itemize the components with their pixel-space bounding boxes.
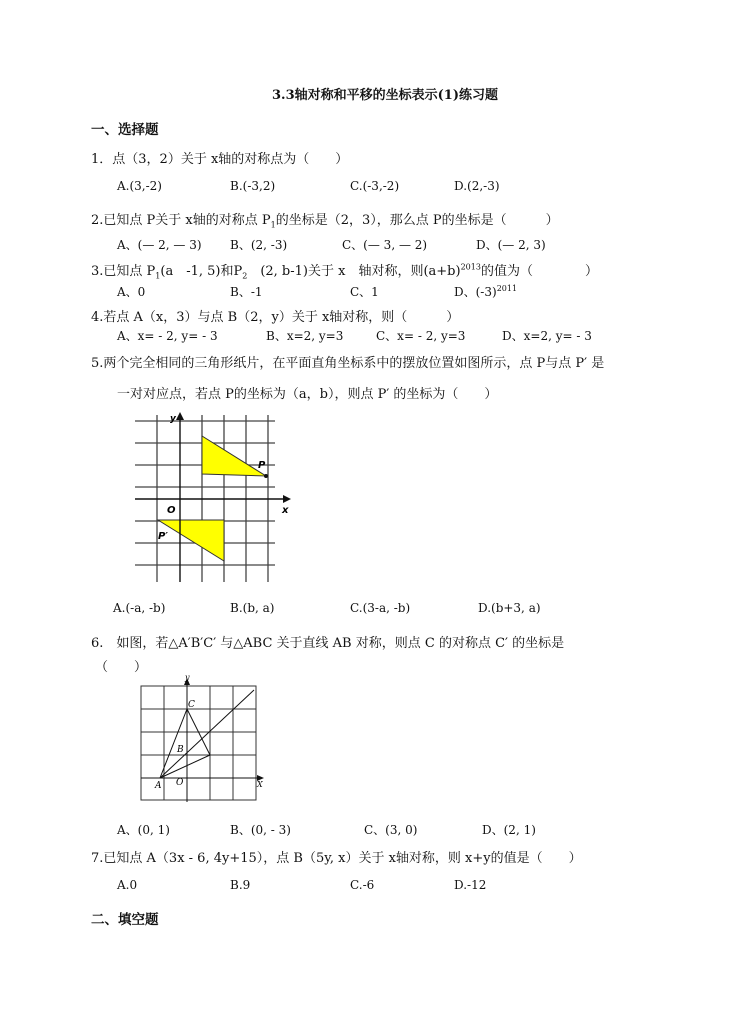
q6-line-ab: [160, 690, 254, 778]
q3-text-c: (2, b-1)关于 x 轴对称，则(a+b): [247, 264, 461, 279]
q5-label-p: P: [258, 460, 266, 471]
q3-text-a: 3.已知点 P: [91, 264, 156, 279]
q6-option-b: B、(0, - 3): [230, 823, 291, 837]
q3-option-b: B、-1: [230, 285, 263, 299]
q3-option-d-sup: 2011: [496, 284, 518, 293]
q5-label-p-prime: P′: [158, 531, 168, 542]
q3-text-d: 的值为（ ）: [480, 264, 598, 279]
q5-x-arrow: [283, 495, 291, 503]
q2-option-c: C、(— 3, — 2): [342, 238, 428, 252]
q5-point-p: [264, 474, 268, 478]
question-3: [91, 260, 598, 281]
q3-option-c: C、1: [350, 285, 379, 299]
q1-option-b: B.(-3,2): [230, 179, 276, 193]
q5-option-d: D.(b+3, a): [478, 601, 541, 615]
q2-text-a: 2.已知点 P关于 x轴的对称点 P: [91, 213, 271, 228]
q3-text-b: (a -1, 5)和P: [160, 264, 243, 279]
q3-option-d: [454, 283, 517, 300]
q3-sub1: 1: [155, 271, 161, 281]
q5-label-x: x: [282, 505, 289, 516]
q4-option-b: B、x=2, y=3: [266, 329, 344, 343]
q1-option-d: D.(2,-3): [454, 179, 500, 193]
q5-triangle-upper: [202, 436, 266, 476]
q5-label-origin: O: [167, 505, 176, 516]
question-5-line-1: 5.两个完全相同的三角形纸片，在平面直角坐标系中的摆放位置如图所示，点 P与点 P′ 是: [91, 356, 605, 371]
question-5-line-2: 一对对应点，若点 P的坐标为（a，b），则点 P′ 的坐标为（ ）: [117, 387, 498, 402]
q5-option-c: C.(3-a, -b): [350, 601, 411, 615]
q2-text-b: 的坐标是（2，3），那么点 P的坐标是（ ）: [275, 213, 559, 228]
q4-option-c: C、x= - 2, y=3: [376, 329, 466, 343]
q2-option-a: A、(— 2, — 3): [117, 238, 202, 252]
q3-option-a: A、0: [117, 285, 146, 299]
section-fill-heading: 二、填空题: [91, 912, 159, 928]
q6-label-x: X: [257, 780, 263, 789]
q3-option-d-text: D、(-3): [454, 285, 497, 299]
q5-y-arrow: [176, 412, 184, 420]
q4-option-d: D、x=2, y= - 3: [502, 329, 592, 343]
q6-label-c: C: [188, 700, 195, 710]
q5-option-b: B.(b, a): [230, 601, 275, 615]
q2-option-b: B、(2, -3): [230, 238, 288, 252]
question-2: [91, 209, 559, 230]
q6-option-a: A、(0, 1): [117, 823, 170, 837]
q7-option-d: D.-12: [454, 878, 487, 892]
q2-sub: 1: [270, 220, 276, 230]
q7-option-c: C.-6: [350, 878, 375, 892]
q6-label-y: y: [185, 673, 190, 682]
q6-option-d: D、(2, 1): [482, 823, 536, 837]
q6-figure: [135, 672, 270, 804]
section-choice-heading: 一、选择题: [91, 122, 159, 138]
q3-sub2: 2: [242, 271, 248, 281]
q5-figure: [125, 410, 300, 588]
question-7: 7.已知点 A（3x - 6, 4y+15），点 B（5y, x）关于 x轴对称，则 x+y的值是（ ）: [91, 851, 582, 866]
question-4: 4.若点 A（x，3）与点 B（2，y）关于 x轴对称，则（ ）: [91, 310, 460, 325]
q1-option-a: A.(3,-2): [117, 179, 162, 193]
q1-option-c: C.(-3,-2): [350, 179, 400, 193]
q6-label-b: B: [177, 745, 184, 755]
q6-label-o: O: [176, 778, 184, 788]
q4-option-a: A、x= - 2, y= - 3: [117, 329, 218, 343]
q6-label-a: A: [155, 781, 162, 791]
page-title: 3.3轴对称和平移的坐标表示(1)练习题: [272, 88, 498, 103]
q5-option-a: A.(-a, -b): [113, 601, 166, 615]
q6-option-c: C、(3, 0): [364, 823, 418, 837]
q3-sup1: 2013: [460, 262, 481, 272]
q7-option-a: A.0: [117, 878, 138, 892]
question-6-line-1: 6. 如图，若△A′B′C′ 与△ABC 关于直线 AB 对称，则点 C 的对称点 C′ 的坐标是: [91, 636, 565, 651]
q5-label-y: y: [170, 414, 176, 424]
q2-option-d: D、(— 2, 3): [476, 238, 546, 252]
q7-option-b: B.9: [230, 878, 251, 892]
question-6-line-2: （ ）: [95, 660, 148, 675]
question-1: 1．点（3，2）关于 x轴的对称点为（ ）: [91, 152, 349, 167]
